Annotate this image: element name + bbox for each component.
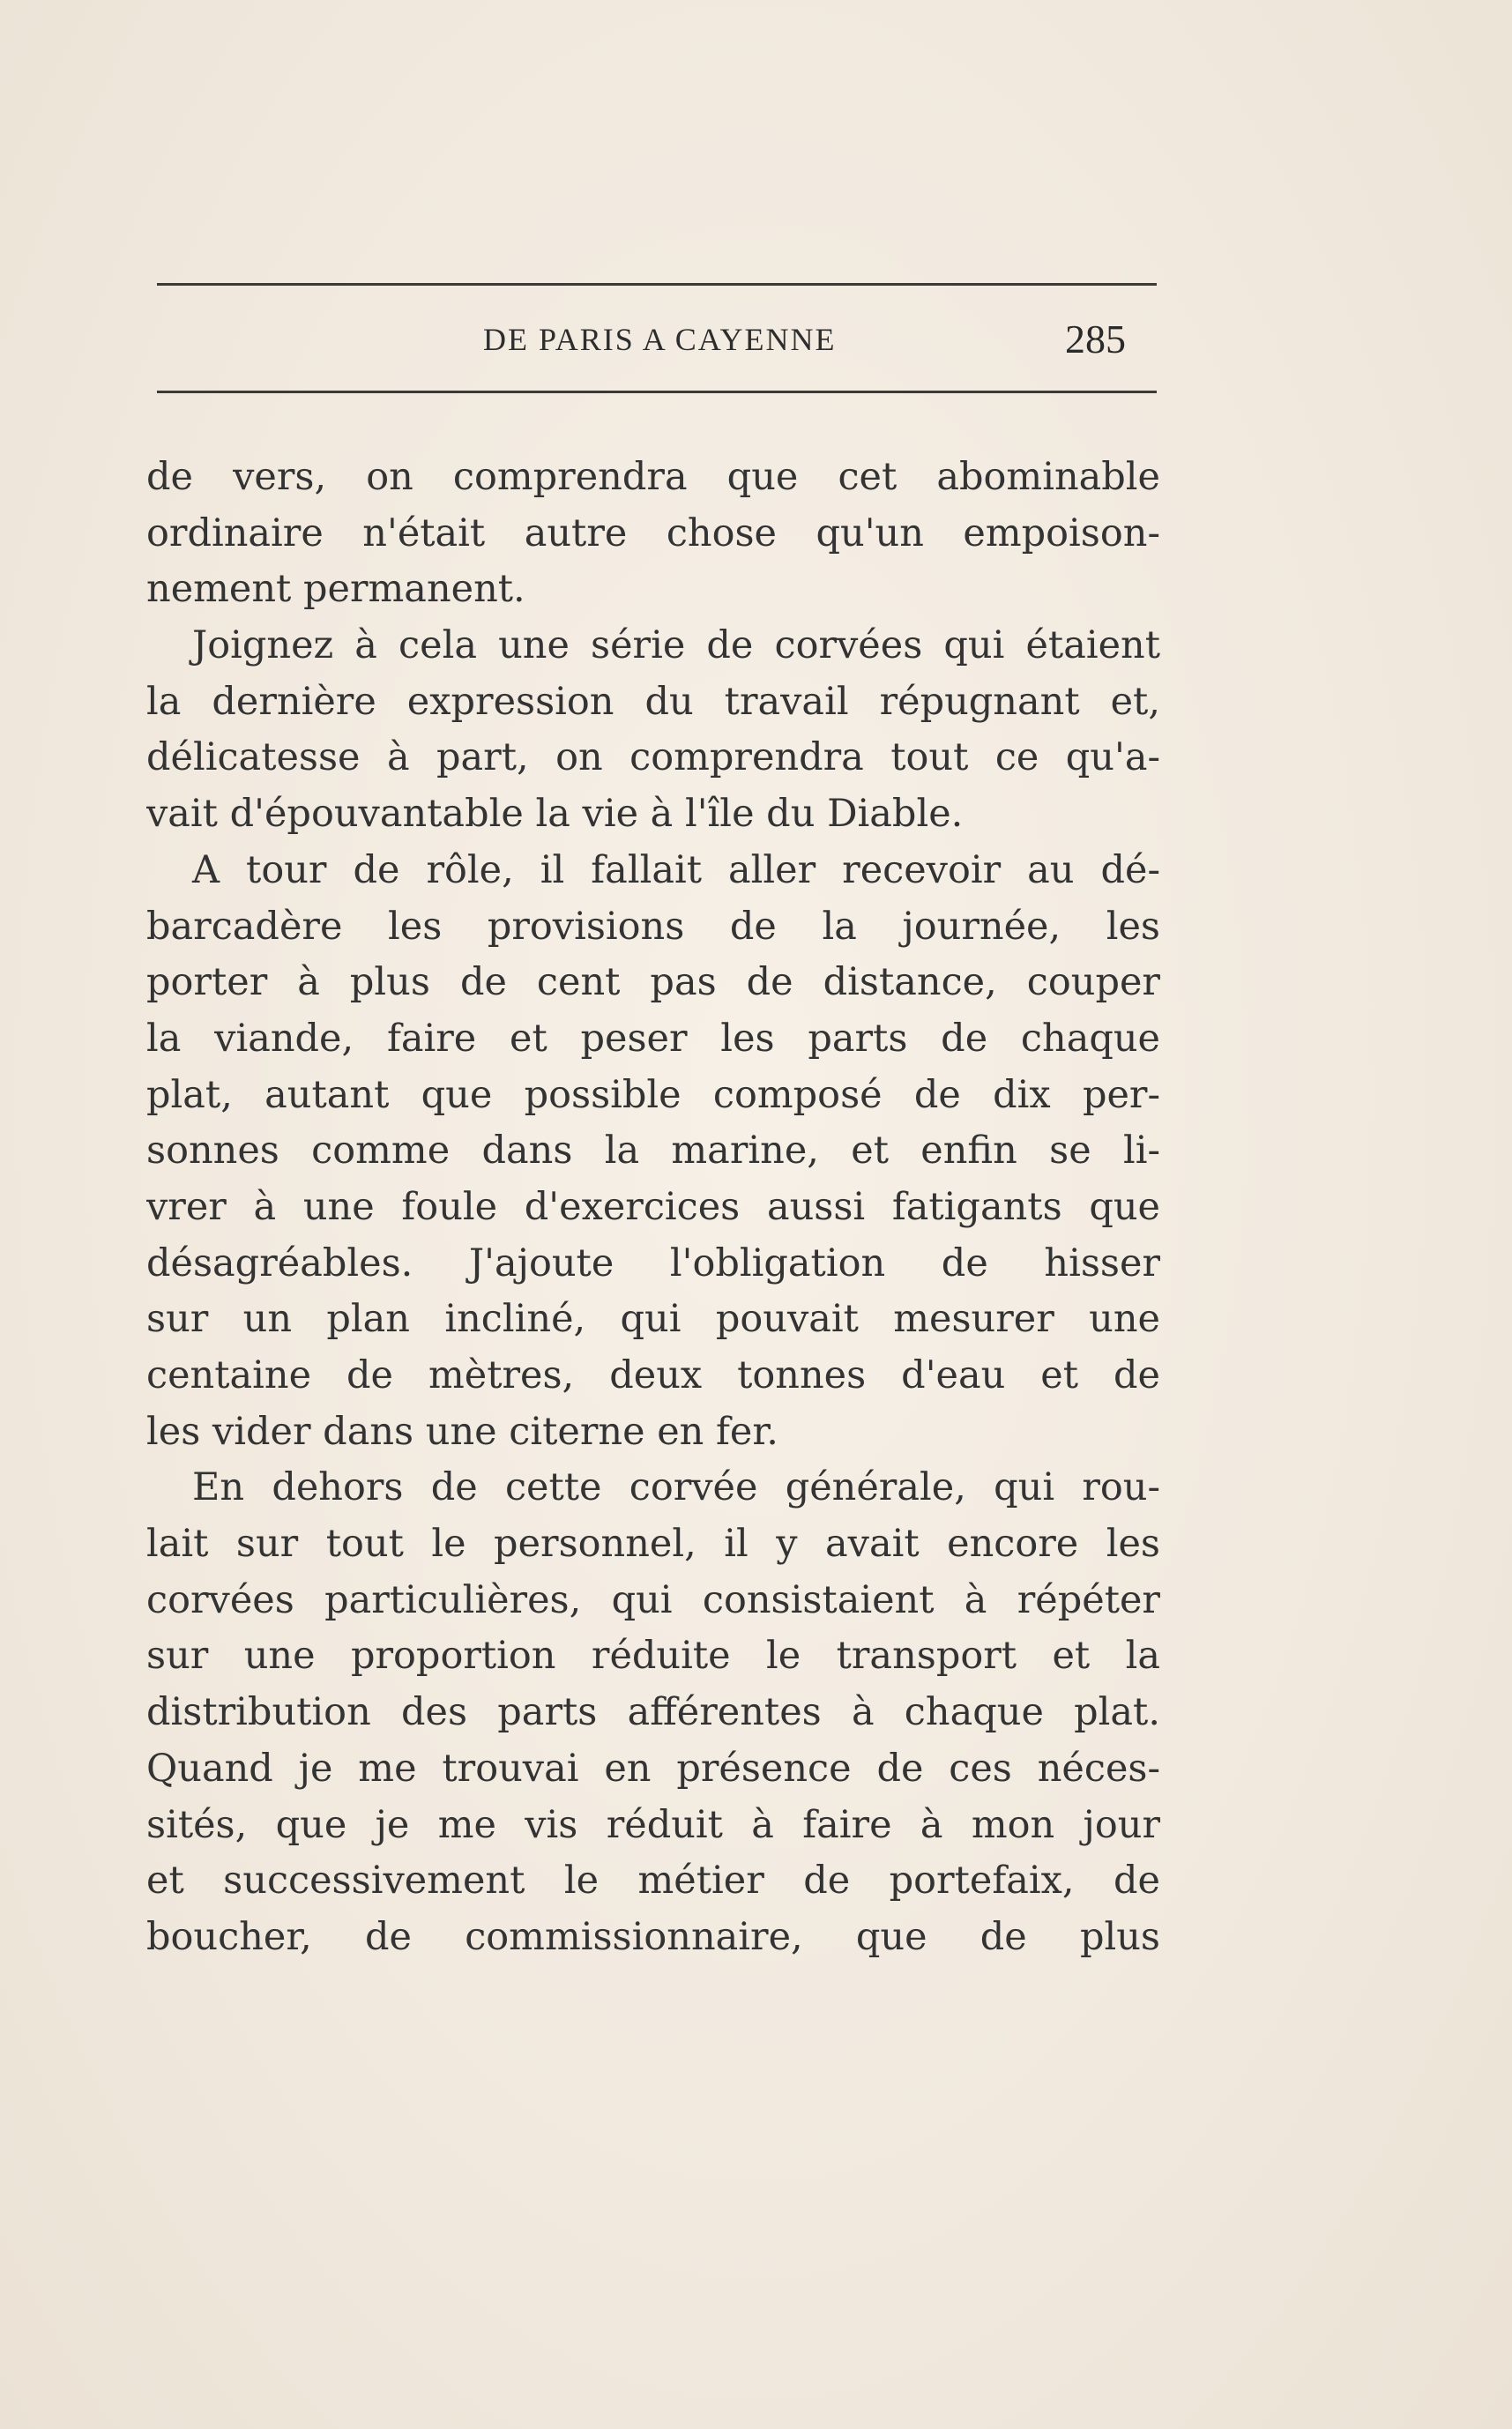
text-line: la viande, faire et peser les parts de chaque [146,1016,1160,1061]
text-line: barcadère les provisions de la journée, les [146,904,1160,949]
text-line: ordinaire n'était autre chose qu'un empoison- [146,510,1160,555]
text-line: Quand je me trouvai en présence de ces néces- [146,1746,1160,1791]
text-line: vait d'épouvantable la vie à l'île du Diable. [146,792,964,837]
running-head [0,316,1512,369]
text-line: corvées particulières, qui consistaient à répéter [146,1577,1160,1622]
text-line: porter à plus de cent pas de distance, couper [146,960,1160,1005]
text-line: et successivement le métier de portefaix, de [146,1859,1160,1904]
text-line: plat, autant que possible composé de dix per- [146,1072,1160,1117]
header-rule-bottom [157,391,1157,393]
text-line: distribution des parts afférentes à chaque plat. [146,1690,1160,1735]
text-line: sur une proportion réduite le transport et la [146,1634,1160,1679]
page-number: 285 [1065,317,1126,361]
text-line: désagréables. J'ajoute l'obligation de hisser [146,1241,1160,1285]
text-line: centaine de mètres, deux tonnes d'eau et de [146,1353,1160,1397]
text-line: la dernière expression du travail répugnant et, [146,679,1160,724]
header-rule-top [157,283,1157,286]
text-line: vrer à une foule d'exercices aussi fatigants que [146,1184,1160,1229]
text-line: A tour de rôle, il fallait aller recevoir au dé- [192,847,1160,892]
text-line: de vers, on comprendra que cet abominable [146,455,1160,499]
running-title: DE PARIS A CAYENNE [483,322,837,357]
text-line: sur un plan incliné, qui pouvait mesurer une [146,1297,1160,1342]
text-line: les vider dans une citerne en fer. [146,1409,778,1454]
text-line: sités, que je me vis réduit à faire à mon jour [146,1802,1160,1847]
text-line: En dehors de cette corvée générale, qui rou- [192,1465,1160,1510]
text-line: lait sur tout le personnel, il y avait encore les [146,1522,1160,1567]
text-line: délicatesse à part, on comprendra tout ce qu'a- [146,735,1160,780]
body-text [146,450,1160,1966]
text-line: nement permanent. [146,567,525,612]
text-line: sonnes comme dans la marine, et enfin se li- [146,1129,1160,1174]
text-line: Joignez à cela une série de corvées qui étaient [192,623,1160,668]
text-line: boucher, de commissionnaire, que de plus [146,1914,1160,1959]
